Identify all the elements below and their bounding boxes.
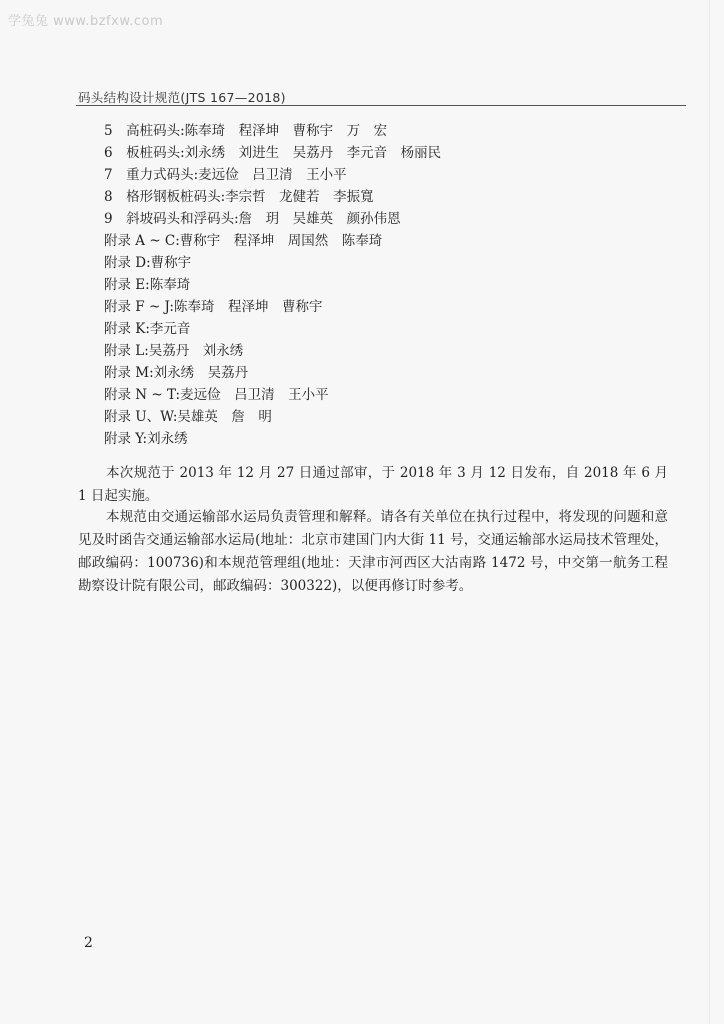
contributor-line-appendix-e: 附录 E:陈奉琦 bbox=[104, 277, 191, 293]
contributor-line-appendix-l: 附录 L:吴荔丹 刘永绣 bbox=[104, 343, 244, 359]
watermark: 学兔兔 www.bzfxw.com bbox=[8, 14, 164, 29]
management-paragraph: 本规范由交通运输部水运局负责管理和解释。请各有关单位在执行过程中，将发现的问题和意见及时函告交通运输部水运局(地址：北京市建国门内大街 11 号，交通运输部水运局技术管理处，邮政编码：100736)和本规范管理组(地址：天津市河西区大沽南路 1472 号，中交第一航务工程勘察设计院有限公司，邮政编码：300322)，以便再修订时参考。 bbox=[78, 508, 668, 594]
page-number: 2 bbox=[84, 935, 93, 951]
contributor-line-appendix-n-t: 附录 N ~ T:麦远俭 吕卫清 王小平 bbox=[104, 387, 329, 403]
contributor-line-appendix-d: 附录 D:曹称宇 bbox=[104, 255, 192, 271]
contributor-line-appendix-y: 附录 Y:刘永绣 bbox=[104, 431, 188, 447]
contributor-line-9-slope-and-floating-wharf: 9 斜坡码头和浮码头:詹 玥 吴雄英 颜孙伟恩 bbox=[104, 211, 401, 227]
contributor-line-5-high-pile-wharf: 5 高桩码头:陈奉琦 程泽坤 曹称宇 万 宏 bbox=[104, 123, 388, 139]
contributor-line-appendix-k: 附录 K:李元音 bbox=[104, 321, 191, 337]
contributor-line-appendix-a-c: 附录 A ~ C:曹称宇 程泽坤 周国然 陈奉琦 bbox=[104, 233, 383, 249]
contributor-list bbox=[104, 120, 664, 450]
contributor-line-7-gravity-wharf: 7 重力式码头:麦远俭 吕卫清 王小平 bbox=[104, 167, 347, 183]
contributor-line-appendix-m: 附录 M:刘永绣 吴荔丹 bbox=[104, 365, 249, 381]
contributor-line-appendix-f-j: 附录 F ~ J:陈奉琦 程泽坤 曹称宇 bbox=[104, 299, 323, 315]
contributor-line-6-sheet-pile-wharf: 6 板桩码头:刘永绣 刘进生 吴荔丹 李元音 杨丽民 bbox=[104, 145, 442, 161]
contributor-line-8-cellular-sheet-pile-wharf: 8 格形钢板桩码头:李宗哲 龙健若 李振寬 bbox=[104, 189, 374, 205]
contributor-line-appendix-u-w: 附录 U、W:吴雄英 詹 明 bbox=[104, 409, 272, 425]
header-rule bbox=[76, 105, 686, 106]
publication-paragraph: 本次规范于 2013 年 12 月 27 日通过部审，于 2018 年 3 月 12 日发布，自 2018 年 6 月 1 日起实施。 bbox=[78, 464, 668, 504]
page-edge-divider bbox=[709, 0, 710, 1024]
running-header: 码头结构设计规范(JTS 167—2018) bbox=[78, 90, 286, 105]
